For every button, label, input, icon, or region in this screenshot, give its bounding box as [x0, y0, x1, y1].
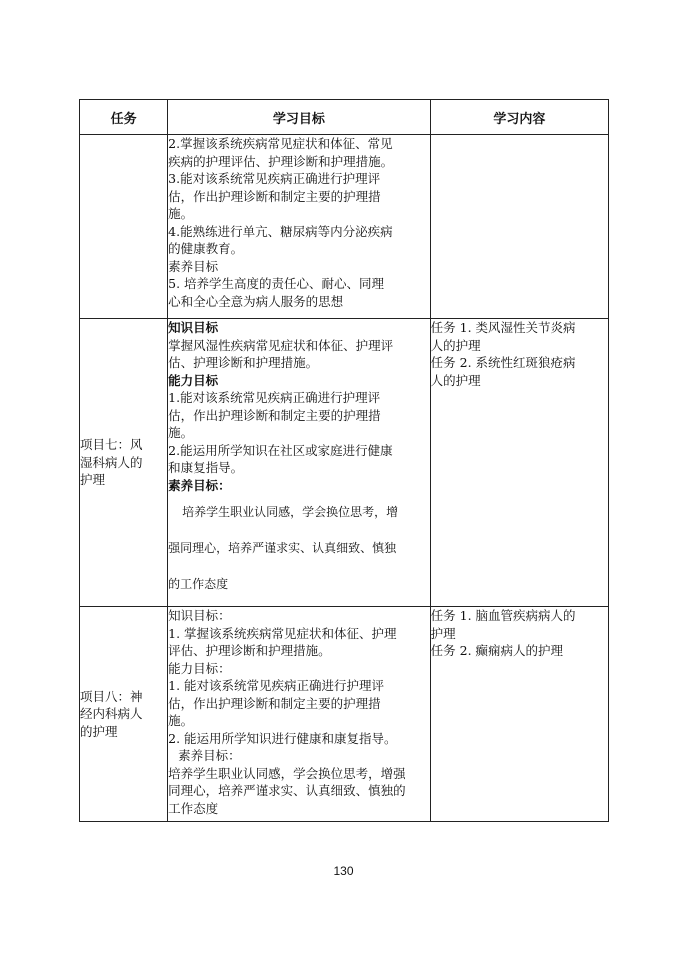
- objective-line: 2. 能运用所学知识进行健康和康复指导。: [168, 730, 397, 746]
- task-cell: [80, 607, 168, 822]
- content-line: 人的护理: [430, 337, 481, 353]
- content-line: 任务 1. 类风湿性关节炎病: [430, 320, 576, 335]
- header-content: 学习内容: [430, 100, 608, 135]
- task-line: 湿科病人的: [80, 454, 143, 470]
- objective-line: 培养学生职业认同感，学会换位思考，增强: [168, 765, 406, 781]
- objectives-cell: [168, 319, 430, 607]
- objective-line: 工作态度: [168, 800, 219, 816]
- table-header-row: [80, 100, 609, 135]
- objective-line: 1.能对该系统常见疾病正确进行护理评: [168, 390, 381, 405]
- content-line: 任务 2. 癫痫病人的护理: [430, 643, 564, 658]
- task-line: 项目七：风: [80, 437, 143, 453]
- objective-heading: 素养目标：: [168, 477, 231, 493]
- objective-line: 同理心，培养严谨求实、认真细致、慎独的: [168, 783, 406, 798]
- content-line: 护理: [430, 625, 456, 641]
- objective-line: 心和全心全意为病人服务的思想: [168, 293, 344, 309]
- objective-line: 估，作出护理诊断和制定主要的护理措: [168, 407, 381, 423]
- objective-heading: 能力目标: [168, 372, 219, 388]
- objective-line: 估，作出护理诊断和制定主要的护理措: [168, 695, 381, 711]
- objective-line: 素养目标: [168, 258, 219, 274]
- table-row: [80, 319, 609, 607]
- objective-line: 施。: [168, 206, 194, 221]
- objective-heading: 知识目标: [168, 320, 219, 335]
- content-cell: [430, 607, 608, 822]
- header-objectives: 学习目标: [168, 100, 430, 135]
- objective-line: 1. 掌握该系统疾病常见症状和体征、护理: [168, 625, 397, 641]
- objective-line: 的健康教育。: [168, 241, 244, 256]
- objective-line: 2.掌握该系统疾病常见症状和体征、常见: [168, 136, 393, 151]
- objective-line: 4.能熟练进行单亢、糖尿病等内分泌疾病: [168, 223, 393, 239]
- objective-heading: 能力目标：: [168, 660, 231, 676]
- task-line: 护理: [80, 472, 106, 488]
- header-task: 任务: [80, 100, 168, 135]
- objectives-cell: [168, 607, 430, 822]
- objectives-cell: [168, 135, 430, 319]
- task-line: 经内科病人: [80, 706, 143, 722]
- objective-line: 施。: [168, 425, 194, 440]
- objective-line: 评估、护理诊断和护理措施。: [168, 643, 331, 658]
- content-cell: [430, 319, 608, 607]
- objective-line: 施。: [168, 713, 194, 728]
- objective-heading: 知识目标：: [168, 608, 231, 623]
- task-cell: [80, 135, 168, 319]
- objective-line: 5. 培养学生高度的责任心、耐心、同理: [168, 276, 385, 291]
- content-line: 人的护理: [430, 372, 481, 388]
- task-line: 项目八：神: [80, 688, 143, 704]
- content-line: 任务 2. 系统性红斑狼疮病: [430, 355, 576, 370]
- objective-line: 强同理心，培养严谨求实、认真细致、慎独: [168, 541, 397, 555]
- objective-line: 估、护理诊断和护理措施。: [168, 355, 319, 370]
- objective-line: 和康复指导。: [168, 460, 244, 475]
- objective-line: 疾病的护理评估、护理诊断和护理措施。: [168, 153, 394, 169]
- objective-line: 培养学生职业认同感，学会换位思考，增: [182, 505, 399, 519]
- task-line: 的护理: [80, 723, 118, 739]
- objective-line: 掌握风湿性疾病常见症状和体征、护理评: [168, 337, 394, 353]
- objective-line: 1. 能对该系统常见疾病正确进行护理评: [168, 678, 385, 693]
- objective-line: 估，作出护理诊断和制定主要的护理措: [168, 188, 381, 204]
- page-number: 130: [333, 864, 354, 878]
- content-cell: [430, 135, 608, 319]
- content-line: 任务 1. 脑血管疾病病人的: [430, 608, 576, 623]
- curriculum-table: [79, 99, 609, 822]
- objective-heading: 素养目标：: [178, 748, 241, 763]
- objective-line: 2.能运用所学知识在社区或家庭进行健康: [168, 442, 393, 458]
- table-row: [80, 607, 609, 822]
- objective-line: 的工作态度: [168, 577, 229, 591]
- table-row: [80, 135, 609, 319]
- objective-line: 3.能对该系统常见疾病正确进行护理评: [168, 171, 381, 186]
- task-cell: [80, 319, 168, 607]
